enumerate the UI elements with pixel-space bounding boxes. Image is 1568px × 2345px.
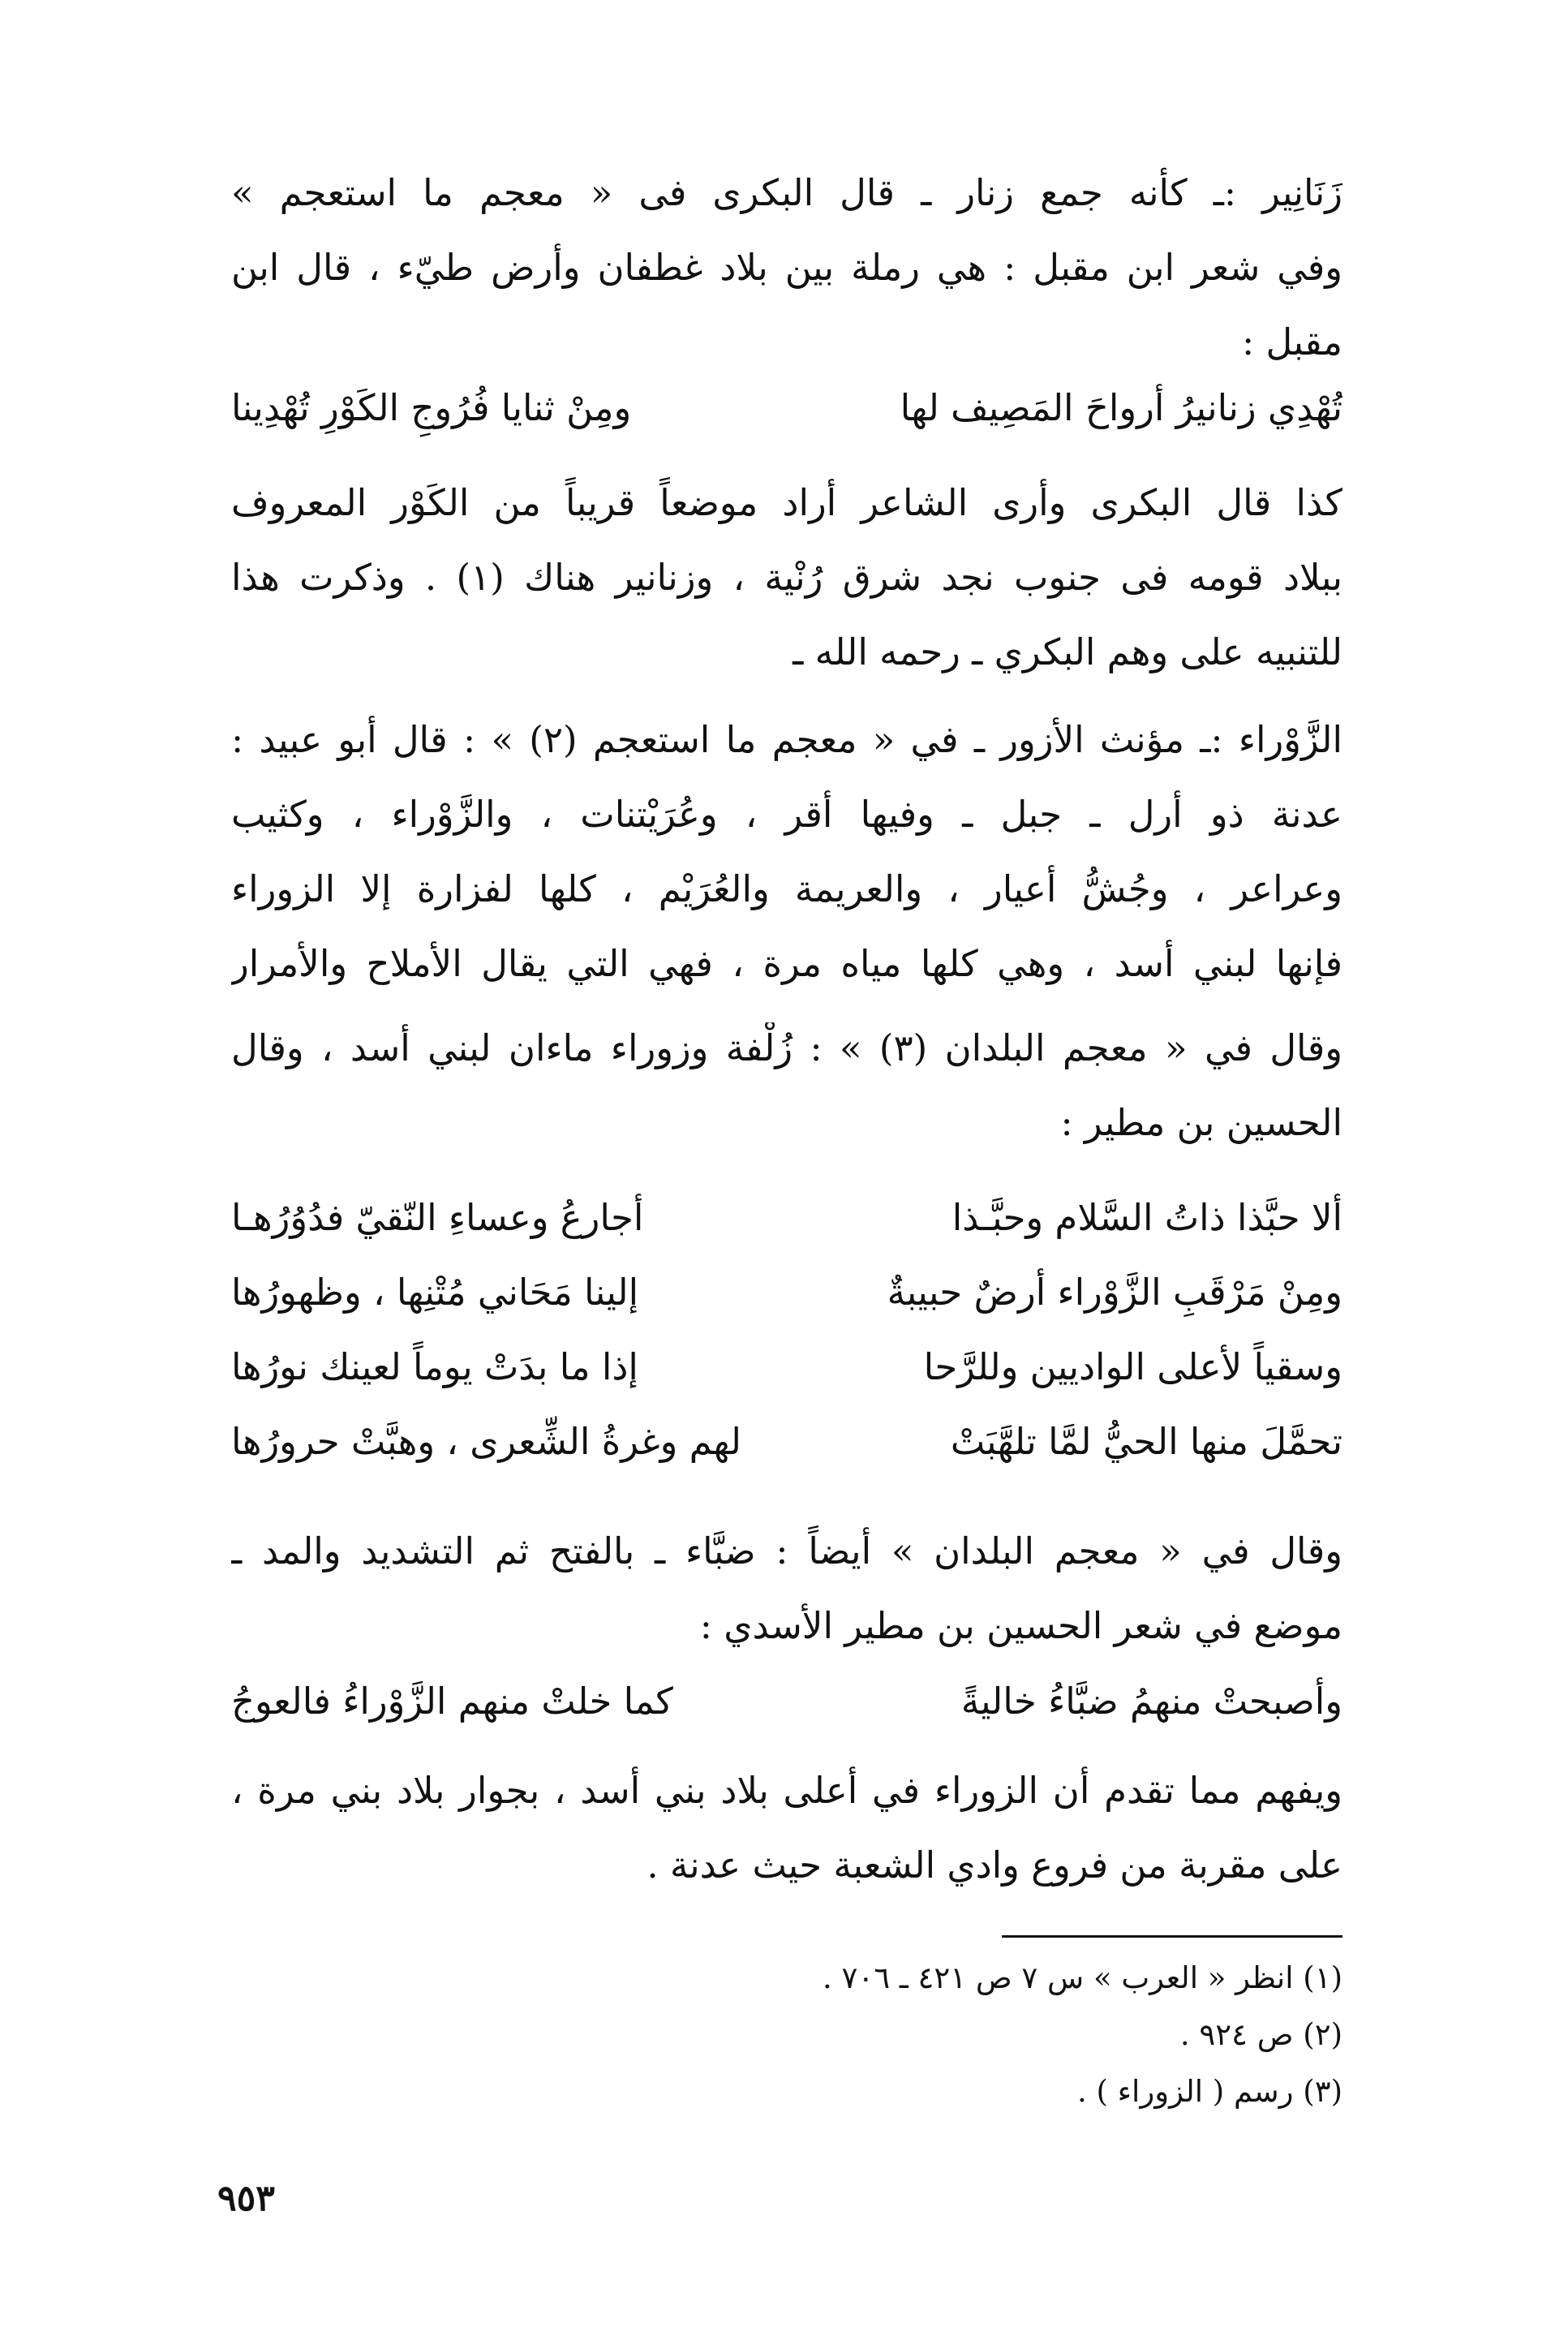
body-line: وقال في « معجم البلدان » أيضاً : ضبَّاء ـ بالفتح ثم التشديد والمد ـ: [231, 1530, 1342, 1573]
body-line: الحسين بن مطير :: [1060, 1101, 1342, 1144]
verse-line: [231, 1337, 1342, 1397]
body-line: للتنبيه على وهم البكري ـ رحمه الله ـ: [793, 630, 1342, 673]
page-number: ٩٥٣: [217, 2178, 275, 2219]
verse-line: [231, 1188, 1342, 1248]
verse-line: [231, 378, 1342, 438]
body-line: وعراعر ، وجُشُّ أعيار ، والعريمة والعُرَيْم ، كلها لفزارة إلا الزوراء: [231, 867, 1342, 910]
footnote: (٢) ص ٩٢٤ .: [1179, 2017, 1342, 2052]
footnote-separator: [1002, 1935, 1342, 1938]
verse-second-hemistich: أجارعُ وعساءِ النّقيّ فدُوُرُهـا: [231, 1196, 644, 1239]
body-line: الزَّوْراء :ـ مؤنث الأزور ـ في « معجم ما استعجم (٢) » : قال أبو عبيد :: [231, 718, 1342, 761]
body-line: زَنَانِير :ـ كأنه جمع زنار ـ قال البكرى فى « معجم ما استعجم »: [231, 171, 1342, 214]
body-line: فإنها لبني أسد ، وهي كلها مياه مرة ، فهي التي يقال الأملاح والأمرار: [231, 942, 1342, 985]
body-line: ببلاد قومه فى جنوب نجد شرق رُنْية ، وزنانير هناك (١) . وذكرت هذا: [231, 556, 1342, 599]
body-line: كذا قال البكرى وأرى الشاعر أراد موضعاً قريباً من الكَوْر المعروف: [231, 481, 1342, 524]
footnote: (٣) رسم ( الزوراء ) .: [1076, 2074, 1342, 2109]
body-line: ويفهم مما تقدم أن الزوراء في أعلى بلاد بني أسد ، بجوار بلاد بني مرة ،: [231, 1769, 1342, 1812]
verse-second-hemistich: إلينا مَحَاني مُتْنِها ، وظهورُها: [231, 1271, 639, 1314]
verse-line: [231, 1263, 1342, 1323]
verse-second-hemistich: كما خلتْ منهم الزَّوْراءُ فالعوجُ: [231, 1680, 673, 1723]
body-line: وقال في « معجم البلدان (٣) » : زُلْفة وزوراء ماءان لبني أسد ، وقال: [231, 1026, 1342, 1069]
verse-second-hemistich: إذا ما بدَتْ يوماً لعينك نورُها: [231, 1345, 638, 1388]
verse-first-hemistich: ألا حبَّذا ذاتُ السَّلام وحبَّـذا: [952, 1196, 1342, 1239]
verse-first-hemistich: تُهْدِي زنانيرُ أرواحَ المَصِيف لها: [900, 386, 1342, 429]
verse-first-hemistich: وسقياً لأعلى الواديين وللرَّحا: [923, 1345, 1342, 1388]
verse-second-hemistich: ومِنْ ثنايا فُرُوجِ الكَوْرِ تُهْدِينا: [231, 386, 632, 429]
verse-line: [231, 1412, 1342, 1472]
body-line: عدنة ذو أرل ـ جبل ـ وفيها أقر ، وعُرَيْتنات ، والزَّوْراء ، وكثيب: [231, 793, 1342, 836]
body-line: مقبل :: [1242, 321, 1342, 364]
verse-first-hemistich: ومِنْ مَرْقَبِ الزَّوْراء أرضٌ حبيبةٌ: [887, 1271, 1342, 1314]
body-line: وفي شعر ابن مقبل : هي رملة بين بلاد غطفان وأرض طيّء ، قال ابن: [231, 246, 1342, 289]
verse-line: [231, 1672, 1342, 1732]
verse-first-hemistich: تحمَّلَ منها الحيُّ لمَّا تلهَّبَتْ: [950, 1420, 1342, 1463]
body-line: على مقربة من فروع وادي الشعبة حيث عدنة .: [647, 1844, 1342, 1887]
body-line: موضع في شعر الحسين بن مطير الأسدي :: [699, 1604, 1342, 1647]
footnote: (١) انظر « العرب » س ٧ ص ٤٢١ ـ ٧٠٦ .: [822, 1960, 1342, 1995]
verse-first-hemistich: وأصبحتْ منهمُ ضبَّاءُ خاليةً: [960, 1680, 1342, 1723]
verse-second-hemistich: لهم وغرةُ الشِّعرى ، وهبَّتْ حرورُها: [231, 1420, 742, 1463]
